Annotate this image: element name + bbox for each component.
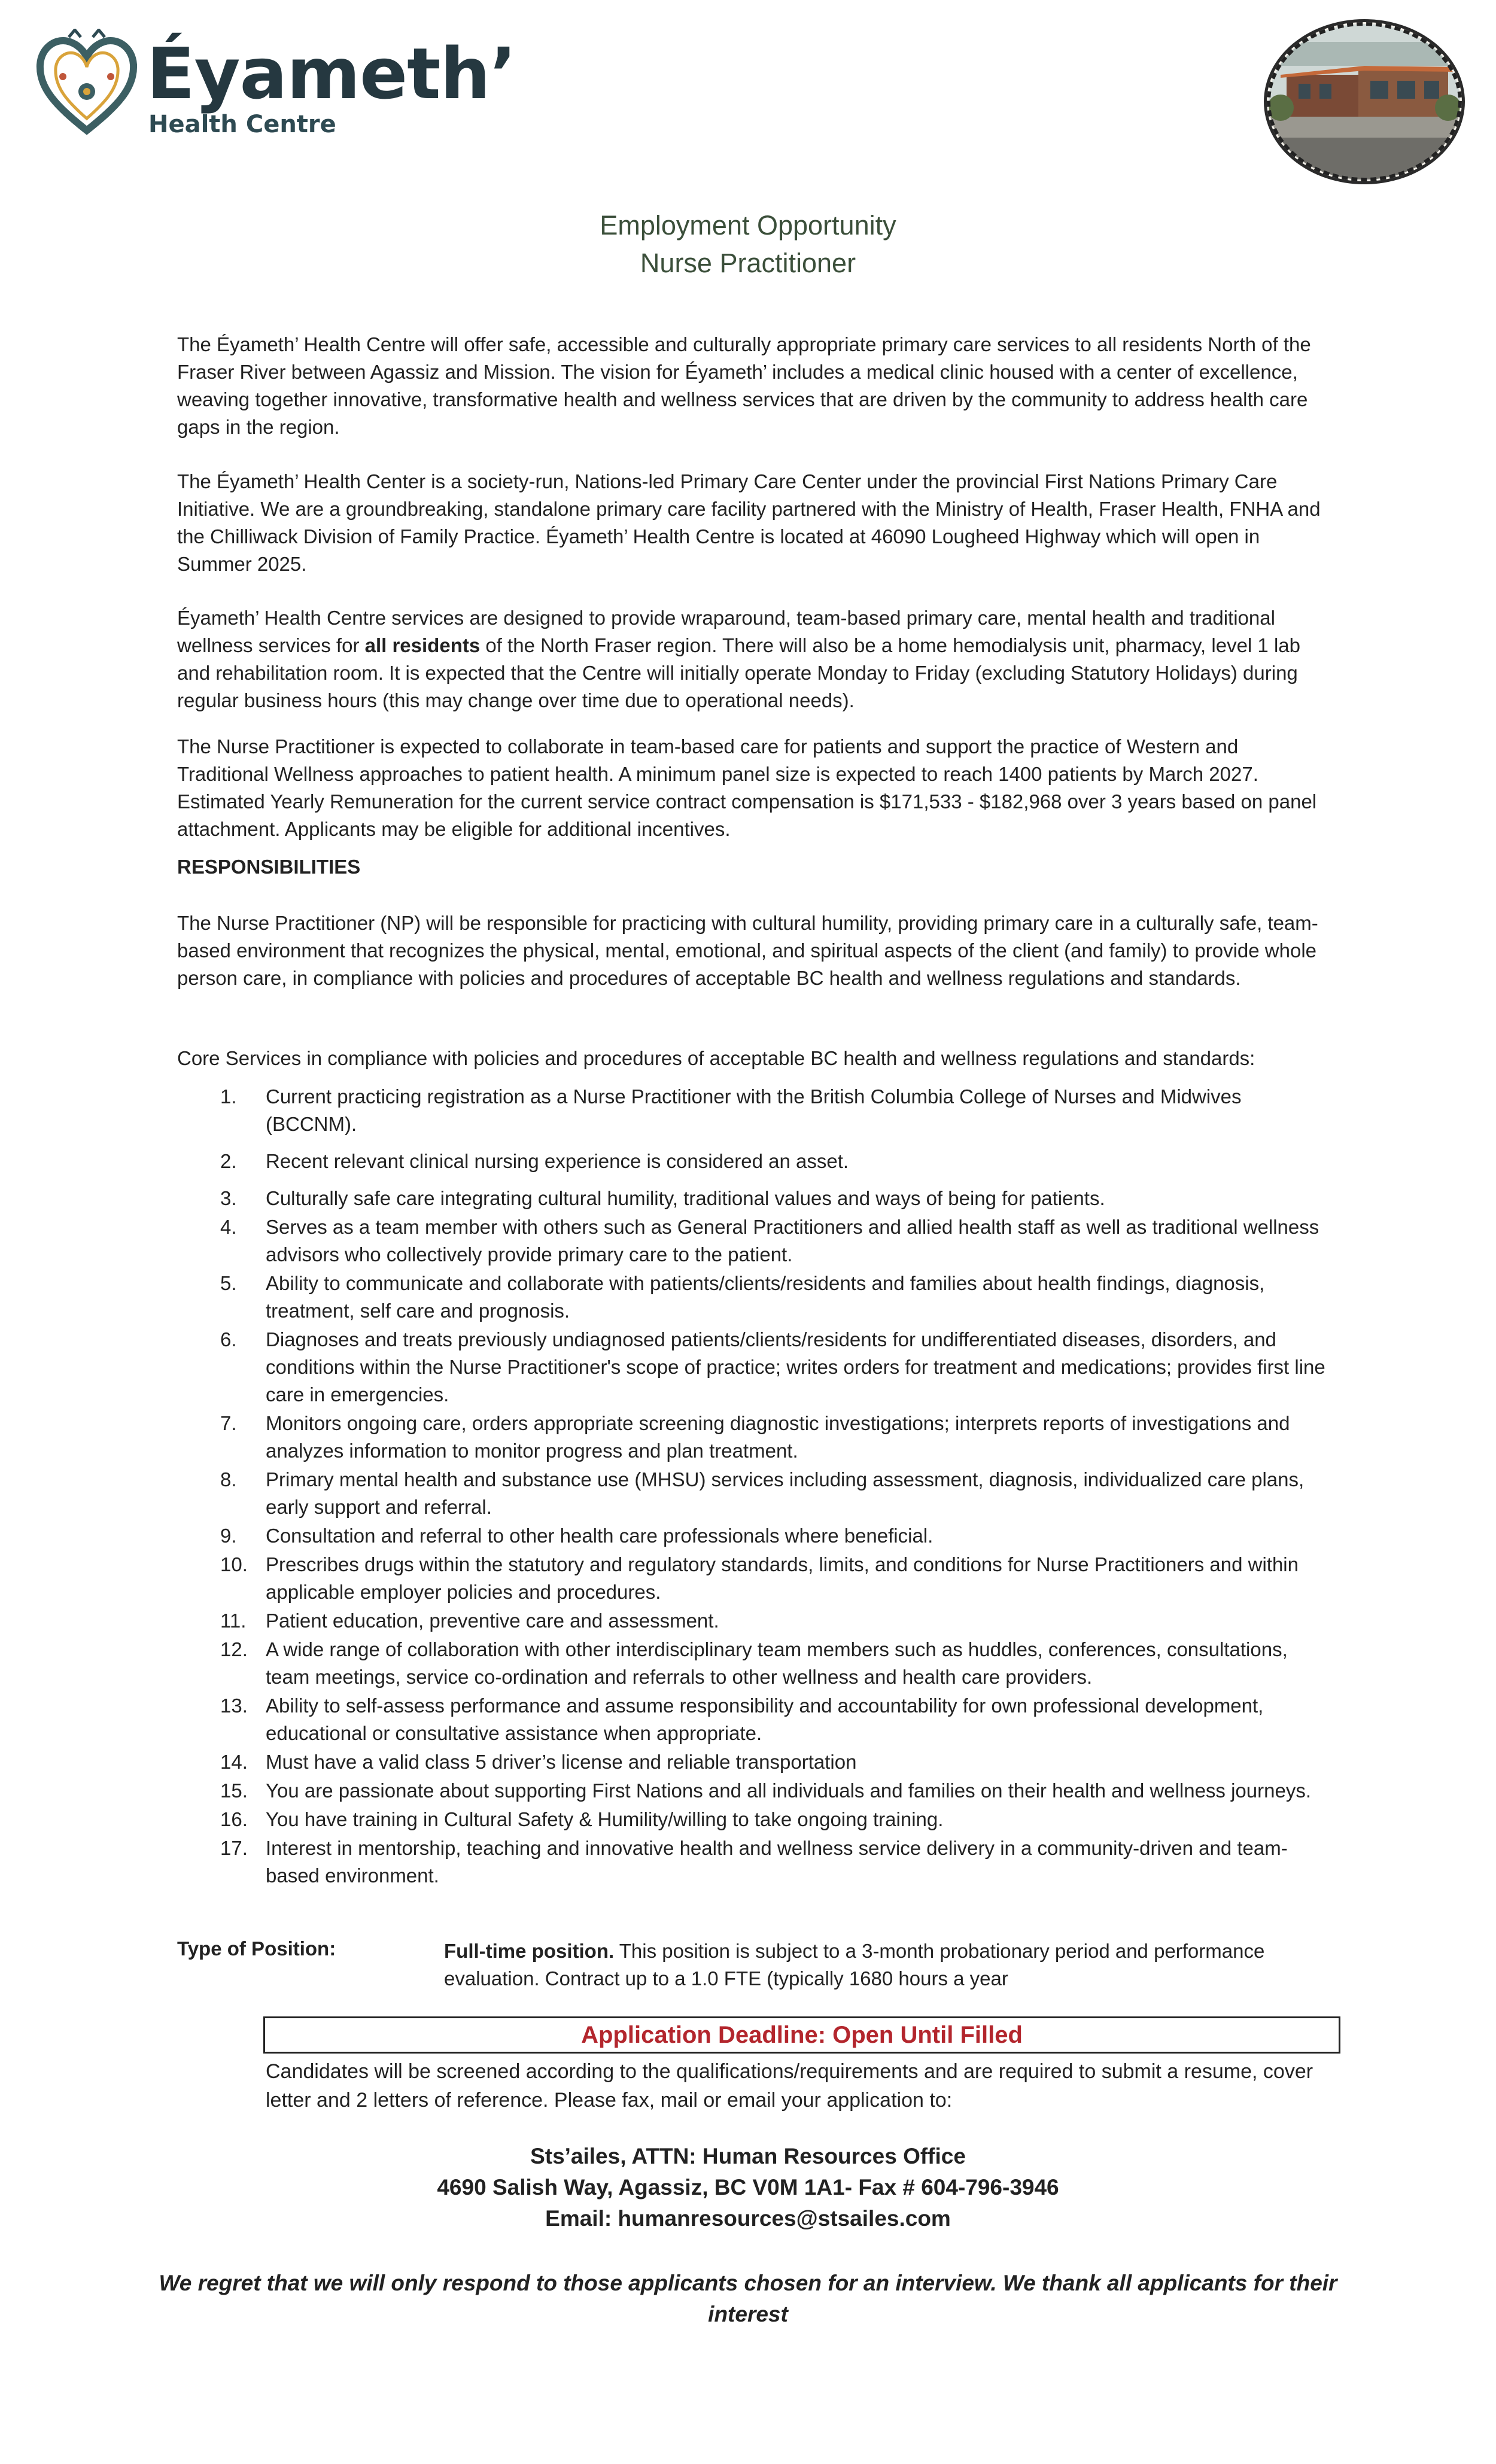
intro-paragraph-2: The Éyameth’ Health Center is a society-run, Nations-led Primary Care Center under the provincial First Nations Primary Care Initiative. We are a groundbreaking, standalone primary care facility partnered with the Ministry of Health, Fraser Health, FNHA and the Chilliwack Division of Family Practice. Éyameth’ Health Centre is located at 46090 Lougheed Highway which will open in Summer 2025. xyxy=(177,470,1321,575)
responsibilities-paragraph: The Nurse Practitioner (NP) will be responsible for practicing with cultural humility, providing primary care in a culturally safe, team-based environment that recognizes the physical, mental, emotional, and spiritual aspects of the client (and family) to provide whole person care, in compliance with policies and procedures of acceptable BC health and wellness regulations and standards. xyxy=(177,912,1318,989)
closing-note: We regret that we will only respond to those applicants chosen for an interview. We thank all applicants for their interest xyxy=(159,2271,1337,2326)
list-item: 10. Prescribes drugs within the statutory and regulatory standards, limits, and conditions for Nurse Practitioners and within applicable employer policies and procedures. xyxy=(220,1553,1299,1603)
list-item: 7. Monitors ongoing care, orders appropriate screening diagnostic investigations; interprets reports of investigations and analyzes information to monitor progress and plan treatment. xyxy=(220,1412,1290,1462)
list-item: 14. Must have a valid class 5 driver’s license and reliable transportation xyxy=(220,1751,857,1773)
responsibilities-heading: RESPONSIBILITIES xyxy=(177,856,361,878)
application-deadline-banner: Application Deadline: Open Until Filled xyxy=(263,2016,1340,2054)
heart-emblem-icon xyxy=(33,29,141,142)
list-item: 13. Ability to self-assess performance and assume responsibility and accountability for own professional development, educational or consultative assistance when appropriate. xyxy=(220,1695,1264,1744)
organization-logo xyxy=(33,29,516,148)
list-item: 3. Culturally safe care integrating cultural humility, traditional values and ways of being for patients. xyxy=(220,1187,1105,1209)
position-type-value: Full-time position. xyxy=(444,1940,615,1962)
intro-paragraph-3: Éyameth’ Health Centre services are designed to provide wraparound, team-based primary care, mental health and traditional wellness services for all residents of the North Fraser region. There will also be a home hemodialysis unit, pharmacy, level 1 lab and rehabilitation room. It is expected that the Centre will initially operate Monday to Friday (excluding Statutory Holidays) during regular business hours (this may change over time due to operational needs). xyxy=(177,607,1300,711)
list-item: 2. Recent relevant clinical nursing experience is considered an asset. xyxy=(220,1150,849,1172)
contact-address: 4690 Salish Way, Agassiz, BC V0M 1A1- Fax # 604-796-3946 xyxy=(437,2175,1059,2200)
list-item: 11. Patient education, preventive care and assessment. xyxy=(220,1610,719,1632)
brand-name: Éyameth’ xyxy=(147,32,516,115)
list-item: 1. Current practicing registration as a Nurse Practitioner with the British Columbia College of Nurses and Midwives (BCCNM). xyxy=(220,1085,1242,1135)
list-item: 8. Primary mental health and substance use (MHSU) services including assessment, diagnosis, individualized care plans, early support and referral. xyxy=(220,1468,1305,1518)
intro-paragraph-1: The Éyameth’ Health Centre will offer safe, accessible and culturally appropriate primary care services to all residents North of the Fraser River between Agassiz and Mission. The vision for Éyameth’ includes a medical clinic housed with a center of excellence, weaving together innovative, transformative health and wellness services that are driven by the community to address health care gaps in the region. xyxy=(177,333,1311,438)
list-item: 6. Diagnoses and treats previously undiagnosed patients/clients/residents for undifferentiated diseases, disorders, and conditions within the Nurse Practitioner's scope of practice; writes orders for treatment and medications; provides first line care in emergencies. xyxy=(220,1328,1325,1406)
position-type-label: Type of Position: xyxy=(177,1937,336,1960)
core-services-intro: Core Services in compliance with policies and procedures of acceptable BC health and wellness regulations and standards: xyxy=(177,1047,1255,1069)
contact-email[interactable]: Email: humanresources@stsailes.com xyxy=(545,2206,951,2231)
list-item: 4. Serves as a team member with others such as General Practitioners and allied health staff as well as traditional wellness advisors who collectively provide primary care to the patient. xyxy=(220,1216,1319,1266)
brand-subtitle: Health Centre xyxy=(148,111,336,138)
page-title: Employment Opportunity xyxy=(600,210,896,241)
list-item: 16. You have training in Cultural Safety & Humility/willing to take ongoing training. xyxy=(220,1808,944,1830)
building-image-icon xyxy=(1263,18,1466,185)
emphasis-all-residents: all residents xyxy=(364,634,481,656)
list-item: 12. A wide range of collaboration with other interdisciplinary team members such as huddles, conferences, consultations, team meetings, service co-ordination and referrals to other wellness and health care providers. xyxy=(220,1638,1288,1688)
contact-office: Sts’ailes, ATTN: Human Resources Office xyxy=(530,2144,966,2168)
intro-paragraph-4: The Nurse Practitioner is expected to collaborate in team-based care for patients and support the practice of Western and Traditional Wellness approaches to patient health. A minimum panel size is expected to reach 1400 patients by March 2027. Estimated Yearly Remuneration for the current service contract compensation is $171,533 - $182,968 over 3 years based on panel attachment. Applicants may be eligible for additional incentives. xyxy=(177,735,1317,840)
building-photo xyxy=(1263,18,1466,185)
list-item: 15. You are passionate about supporting First Nations and all individuals and families on their health and wellness journeys. xyxy=(220,1779,1312,1802)
core-services-list xyxy=(177,1083,1332,1891)
list-item: 9. Consultation and referral to other health care professionals where beneficial. xyxy=(220,1525,934,1547)
list-item: 17. Interest in mentorship, teaching and innovative health and wellness service delivery in a community-driven and team-based environment. xyxy=(220,1837,1288,1887)
list-item: 5. Ability to communicate and collaborate with patients/clients/residents and families about health findings, diagnosis, treatment, self care and prognosis. xyxy=(220,1272,1265,1322)
application-instructions: Candidates will be screened according to the qualifications/requirements and are required to submit a resume, cover letter and 2 letters of reference. Please fax, mail or email your application to: xyxy=(266,2060,1313,2112)
job-title: Nurse Practitioner xyxy=(640,248,856,278)
position-type-description: Full-time position. This position is subject to a 3-month probationary period and performance evaluation. Contract up to a 1.0 FTE (typically 1680 hours a year xyxy=(444,1940,1265,1990)
